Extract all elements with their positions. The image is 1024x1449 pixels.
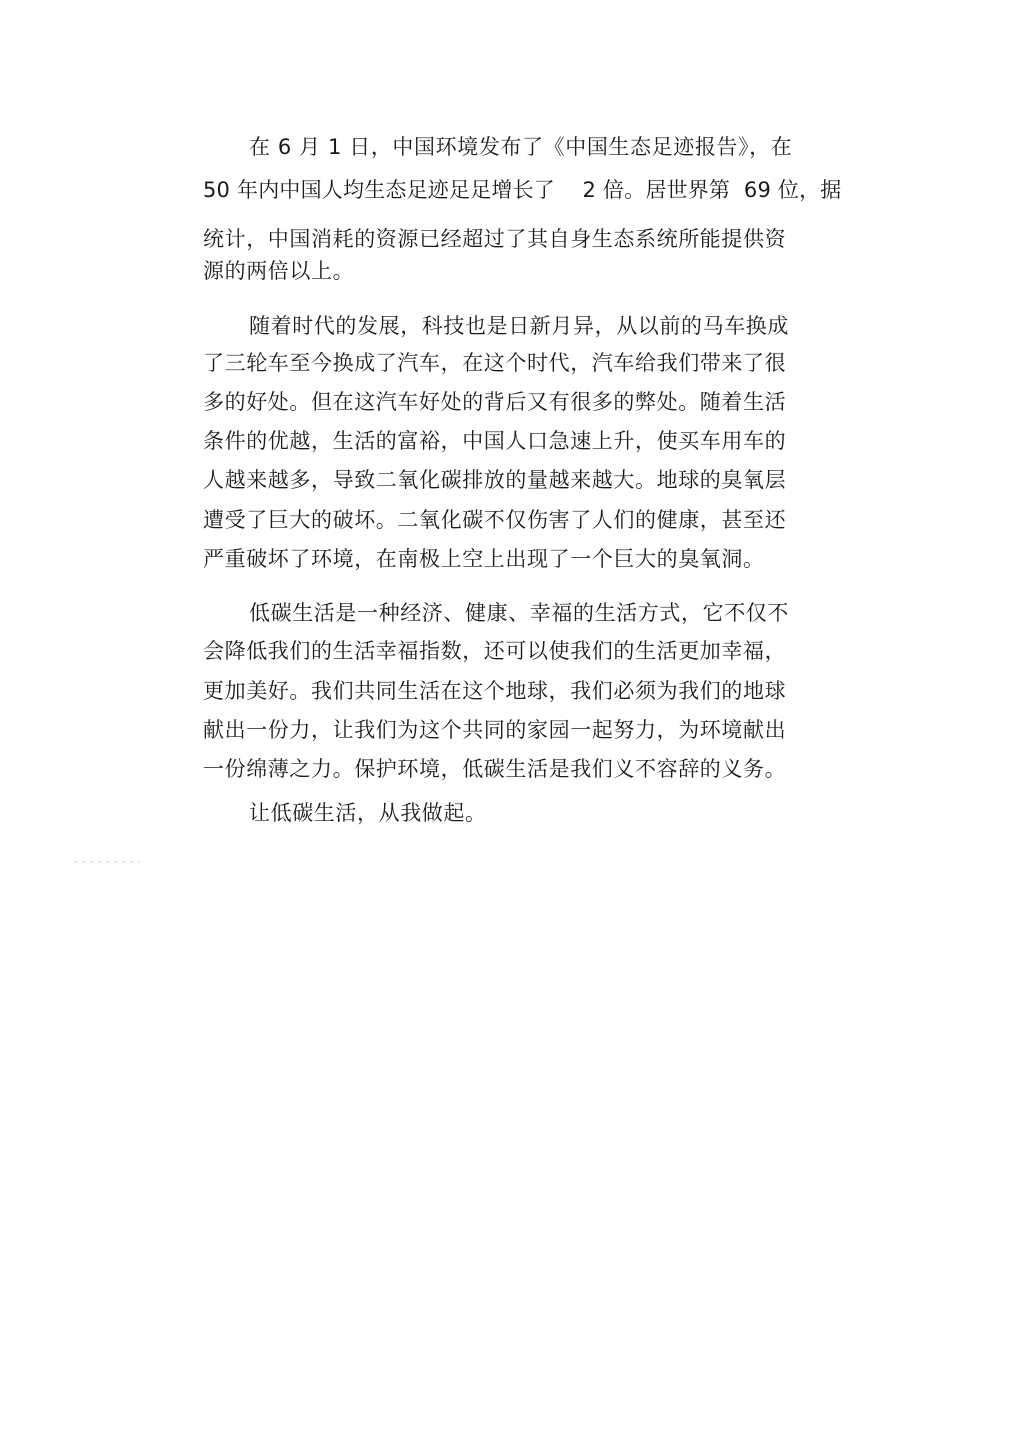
paragraph-line: 更加美好。我们共同生活在这个地球，我们必须为我们的地球 bbox=[203, 679, 787, 703]
paragraph-line: 会降低我们的生活幸福指数，还可以使我们的生活更加幸福， bbox=[203, 639, 787, 663]
paragraph-line: 让低碳生活，从我做起。 bbox=[249, 801, 487, 825]
paragraph-line: 源的两倍以上。 bbox=[203, 259, 355, 283]
paragraph-line: 条件的优越，生活的富裕，中国人口急速上升，使买车用车的 bbox=[203, 429, 787, 453]
paragraph-line: 遭受了巨大的破坏。二氧化碳不仅伤害了人们的健康，甚至还 bbox=[203, 508, 787, 532]
paragraph-line: 一份绵薄之力。保护环境，低碳生活是我们义不容辞的义务。 bbox=[203, 757, 787, 781]
paragraph-line: 人越来越多，导致二氧化碳排放的量越来越大。地球的臭氧层 bbox=[203, 468, 787, 492]
paragraph-line: 统计，中国消耗的资源已经超过了其自身生态系统所能提供资 bbox=[203, 227, 787, 251]
paragraph-line: 低碳生活是一种经济、健康、幸福的生活方式，它不仅不 bbox=[249, 601, 789, 625]
paragraph-line: 献出一份力，让我们为这个共同的家园一起努力，为环境献出 bbox=[203, 718, 787, 742]
paragraph-line: 在 6 月 1 日，中国环境发布了《中国生态足迹报告》，在 bbox=[249, 135, 793, 159]
scan-artifact bbox=[74, 861, 140, 863]
paragraph-line: 了三轮车至今换成了汽车，在这个时代，汽车给我们带来了很 bbox=[203, 351, 787, 375]
paragraph-line: 50 年内中国人均生态足迹足足增长了 2 倍。居世界第 69 位，据 bbox=[203, 178, 842, 202]
paragraph-line: 多的好处。但在这汽车好处的背后又有很多的弊处。随着生活 bbox=[203, 390, 787, 414]
paragraph-line: 严重破坏了环境，在南极上空上出现了一个巨大的臭氧洞。 bbox=[203, 547, 765, 571]
paragraph-line: 随着时代的发展，科技也是日新月异，从以前的马车换成 bbox=[249, 314, 789, 338]
